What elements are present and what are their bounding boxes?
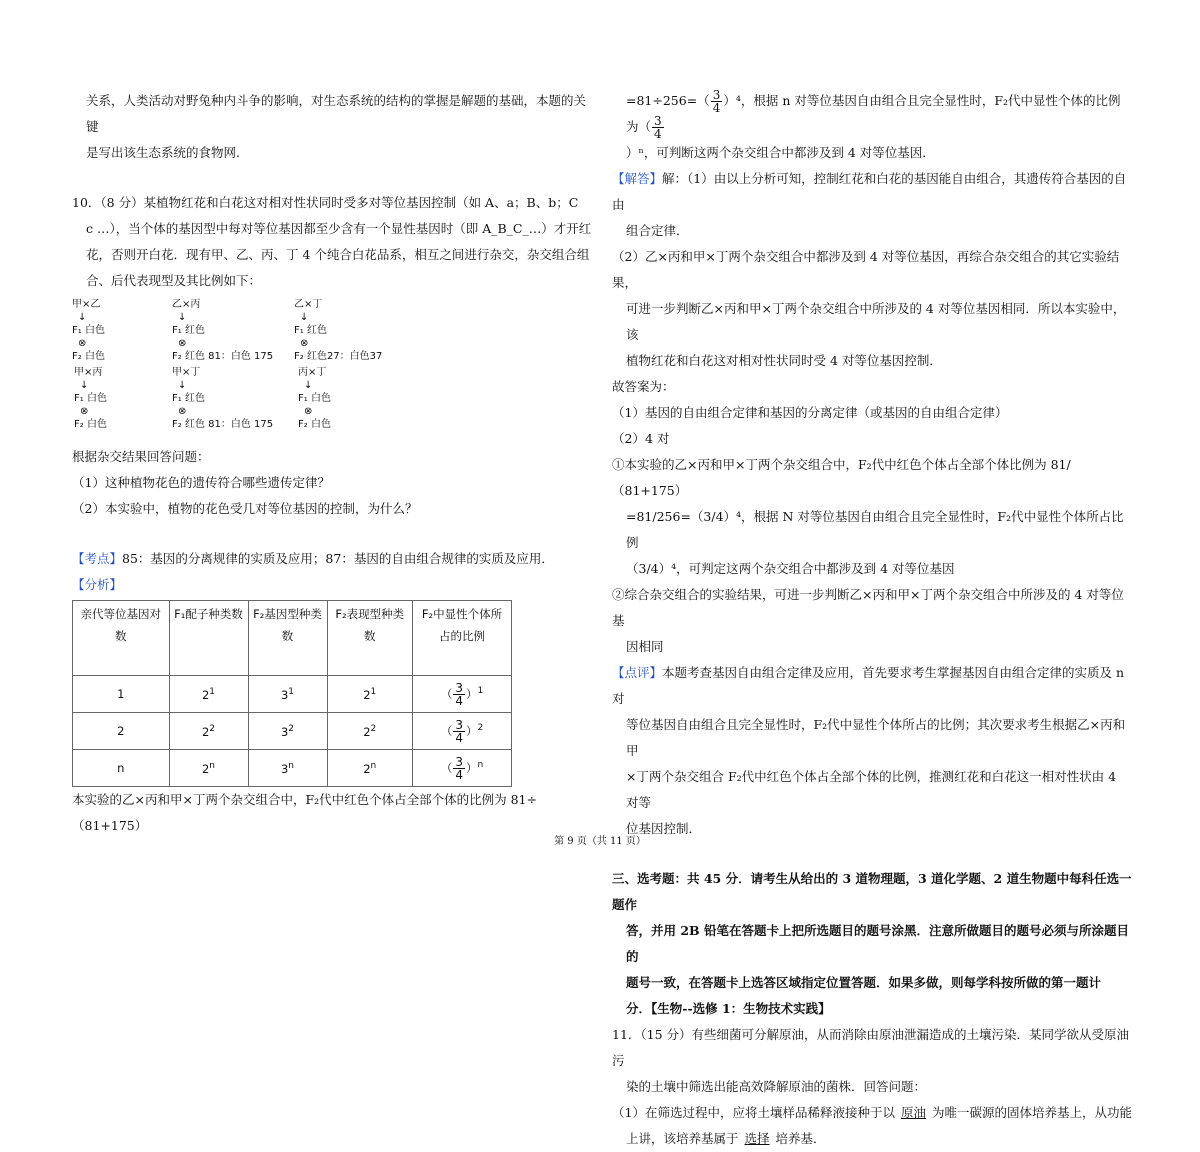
cell-exponent: n [209, 760, 216, 771]
section-heading-line: 题号一致，在答题卡上选答区域指定位置答题．如果多做，则每学科按所做的第一题计 [626, 975, 1102, 990]
table-cell [169, 713, 248, 750]
table-header: F₂中显性个体所占的比例 [413, 601, 512, 676]
self-cross-icon: ⊗ [80, 406, 89, 417]
cross-f1: F₁ 白色 [72, 325, 105, 336]
answer-blank: 选择 [744, 1131, 770, 1146]
text-run: 上讲，该培养基属于 [626, 1131, 739, 1146]
review-section [612, 660, 1132, 712]
cross-f1: F₁ 白色 [298, 393, 331, 404]
paragraph: （3/4）⁴，可判定这两个杂交组合中都涉及到 4 对等位基因 [626, 561, 955, 576]
paragraph: （2）4 对 [612, 431, 670, 446]
cross-f2: F₂ 白色 [298, 419, 331, 430]
section-heading-line: 答，并用 2B 铅笔在答题卡上把所选题目的题号涂黑．注意所做题目的题号必须与所涂题目的 [626, 923, 1129, 964]
paragraph: 是写出该生态系统的食物网. [86, 145, 240, 160]
paragraph: ②综合杂交组合的实验结果，可进一步判断乙×丙和甲×丁两个杂交组合中所涉及的 4 对等位基 [612, 587, 1124, 628]
review-text: 本题考查基因自由组合定律及应用，首先要求考生掌握基因自由组合定律的实质及 n 对 [612, 665, 1125, 706]
analysis-heading [72, 572, 592, 598]
cross-f2: F₂ 红色 81：白色 175 [172, 419, 274, 430]
down-arrow-icon: ↓ [300, 312, 309, 323]
fraction [711, 89, 723, 114]
cell-exponent: 2 [288, 723, 295, 734]
table-cell [169, 676, 248, 713]
paragraph: 等位基因自由组合且完全显性时，F₂代中显性个体所占的比例；其次要求考生根据乙×丙和甲 [626, 717, 1126, 758]
self-cross-icon: ⊗ [300, 338, 309, 349]
fraction [453, 756, 465, 781]
table-cell: 1 [73, 676, 170, 713]
fraction-den: 4 [455, 767, 463, 782]
answer-blank: 原油 [900, 1105, 926, 1120]
text-run: （1）在筛选过程中，应将土壤样品稀释液接种于以 [612, 1105, 895, 1120]
cross-2 [172, 298, 292, 363]
text-run: ）⁴，根据 n 对等位基因自由组合且完全显性时，F₂代中显性个体的比例为（ [626, 93, 1121, 134]
fraction-num: 3 [455, 680, 463, 695]
cell-base: 3 [280, 687, 289, 702]
section-heading-line: 分．【生物--选修 1：生物技术实践】 [626, 1001, 831, 1016]
table-cell: （ $\frac{3}{4}$ ）$^1$ [413, 676, 512, 713]
self-cross-icon: ⊗ [78, 338, 87, 349]
paragraph: 本实验的乙×丙和甲×丁两个杂交组合中，F₂代中红色个体占全部个体的比例为 81÷（81+175） [72, 792, 537, 833]
cross-f1: F₁ 白色 [74, 393, 107, 404]
cross-5 [172, 366, 292, 431]
paragraph: 位基因控制． [626, 821, 702, 836]
cell-exponent: 1 [370, 686, 377, 697]
right-column [612, 88, 1132, 1152]
cross-f2: F₂ 白色 [72, 351, 105, 362]
prompt: 根据杂交结果回答问题： [72, 449, 210, 464]
page-footer: 第 9 页（共 11 页） [554, 836, 646, 847]
cell-exponent: n [288, 760, 295, 771]
fraction-den: 4 [712, 101, 721, 115]
cross-diagram [72, 298, 592, 438]
table-cell [248, 676, 327, 713]
answer-tag: 【解答】 [612, 171, 663, 186]
question-10: 10．（8 分）某植物红花和白花这对相对性状同时受多对等位基因控制（如 A、a；B、b；C [72, 195, 579, 210]
fraction [453, 719, 465, 744]
paragraph: 组合定律． [626, 223, 689, 238]
question-11: 11．（15 分）有些细菌可分解原油，从而消除由原油泄漏造成的土壤污染．某同学欲从受原油污 [612, 1027, 1130, 1068]
table-cell [327, 713, 413, 750]
paragraph: （1）基因的自由组合定律和基因的分离定律（或基因的自由组合定律） [612, 405, 1008, 420]
cross-6 [298, 366, 418, 431]
self-cross-icon: ⊗ [178, 406, 187, 417]
table-cell: 2 [73, 713, 170, 750]
cross-parents: 甲×乙 [72, 299, 101, 310]
cell-base: 3 [280, 761, 289, 776]
question-10-line: 合、后代表现型及其比例如下： [86, 273, 262, 288]
cross-f2: F₂ 白色 [74, 419, 107, 430]
table-row [73, 713, 512, 750]
table-cell: n [73, 750, 170, 787]
fraction [652, 115, 664, 140]
paragraph: 可进一步判断乙×丙和甲×丁两个杂交组合中所涉及的 4 对等位基因相同．所以本实验中，该 [626, 301, 1126, 342]
question-11-line: 染的土壤中筛选出能高效降解原油的菌株．回答问题： [626, 1079, 927, 1094]
cell-base: 2 [363, 761, 371, 776]
fraction-num: 3 [654, 114, 662, 128]
question-11-sub [612, 1100, 1132, 1126]
sub-question-1: （1）这种植物花色的遗传符合哪些遗传定律？ [72, 475, 330, 490]
sub-question-2: （2）本实验中，植物的花色受几对等位基因的控制，为什么？ [72, 501, 418, 516]
analysis-table [72, 600, 512, 787]
cross-parents: 丙×丁 [298, 367, 327, 378]
analysis-tag: 【分析】 [72, 577, 123, 592]
table-row [73, 676, 512, 713]
paragraph: =81/256=（3/4）⁴，根据 N 对等位基因自由组合且完全显性时，F₂代中显性个体所占比例 [626, 509, 1124, 550]
down-arrow-icon: ↓ [304, 380, 313, 391]
table-cell [327, 676, 413, 713]
table-cell: （ $\frac{3}{4}$ ）$^n$ [413, 750, 512, 787]
cross-parents: 乙×丙 [172, 299, 201, 310]
table-row [73, 750, 512, 787]
cross-parents: 甲×丁 [172, 367, 201, 378]
key-points-tag: 【考点】 [72, 551, 123, 566]
cross-f1: F₁ 红色 [294, 325, 327, 336]
cross-f2: F₂ 红色 81：白色 175 [172, 351, 274, 362]
cell-exponent: 1 [477, 685, 484, 696]
text-run: 培养基． [775, 1131, 826, 1146]
cell-base: 2 [201, 724, 210, 739]
paragraph: 关系，人类活动对野兔种内斗争的影响，对生态系统的结构的掌握是解题的基础，本题的关键 [86, 93, 587, 134]
text-run: 为唯一碳源的固体培养基上，从功能 [931, 1105, 1132, 1120]
cell-base: 2 [201, 687, 210, 702]
fraction-den: 4 [455, 730, 463, 745]
cross-parents: 乙×丁 [294, 299, 323, 310]
table-cell [248, 750, 327, 787]
paragraph: ）ⁿ，可判断这两个杂交组合中都涉及到 4 对等位基因． [626, 145, 935, 160]
answer-text: 解：（1）由以上分析可知，控制红花和白花的基因能自由组合，其遗传符合基因的自由 [612, 171, 1127, 212]
cross-f2: F₂ 红色27：白色37 [294, 351, 383, 362]
section-heading: 三、选考题：共 45 分．请考生从给出的 3 道物理题，3 道化学题、2 道生物题中每科任选一题作 [612, 871, 1132, 912]
cell-exponent: n [477, 759, 484, 770]
cell-base: 2 [363, 687, 371, 702]
paragraph: ①本实验的乙×丙和甲×丁两个杂交组合中，F₂代中红色个体占全部个体比例为 81/（81+175） [612, 457, 1071, 498]
table-cell [248, 713, 327, 750]
table-header: F₂基因型种类数 [248, 601, 327, 676]
fraction-den: 4 [654, 127, 662, 141]
fraction-den: 4 [455, 693, 463, 708]
paragraph: 因相同 [626, 639, 664, 654]
cell-exponent: 2 [370, 723, 377, 734]
paragraph [612, 88, 1132, 140]
cell-exponent: 1 [209, 686, 216, 697]
cross-f1: F₁ 红色 [172, 393, 205, 404]
self-cross-icon: ⊗ [304, 406, 313, 417]
paragraph: ×丁两个杂交组合 F₂代中红色个体占全部个体的比例，推测红花和白花这一相对性状由 4 对等 [626, 769, 1117, 810]
review-tag: 【点评】 [612, 665, 663, 680]
fraction-num: 3 [455, 754, 463, 769]
text-run: =81÷256=（ [626, 93, 710, 108]
question-10-line: 花，否则开白花．现有甲、乙、丙、丁 4 个纯合白花品系，相互之间进行杂交，杂交组合组 [86, 247, 590, 262]
paragraph: 植物红花和白花这对相对性状同时受 4 对等位基因控制． [626, 353, 942, 368]
down-arrow-icon: ↓ [178, 380, 187, 391]
fraction-num: 3 [712, 88, 721, 102]
answer-section [612, 166, 1132, 218]
table-cell [169, 750, 248, 787]
down-arrow-icon: ↓ [178, 312, 187, 323]
down-arrow-icon: ↓ [78, 312, 87, 323]
fraction-num: 3 [455, 717, 463, 732]
table-header: 亲代等位基因对数 [73, 601, 170, 676]
table-cell [327, 750, 413, 787]
self-cross-icon: ⊗ [178, 338, 187, 349]
cell-exponent: 1 [288, 686, 295, 697]
cross-f1: F₁ 红色 [172, 325, 205, 336]
cell-base: 2 [363, 724, 371, 739]
cell-exponent: 2 [209, 723, 216, 734]
left-column [72, 88, 592, 839]
cell-base: 2 [201, 761, 210, 776]
table-header: F₂表现型种类数 [327, 601, 413, 676]
cell-base: 3 [280, 724, 289, 739]
table-cell: （ $\frac{3}{4}$ ）$^2$ [413, 713, 512, 750]
question-10-line: c …），当个体的基因型中每对等位基因都至少含有一个显性基因时（即 A_B_C_…）才开红 [86, 221, 592, 236]
paragraph: （2）乙×丙和甲×丁两个杂交组合中都涉及到 4 对等位基因，再综合杂交组合的其它实验结果， [612, 249, 1120, 290]
fraction [453, 682, 465, 707]
cross-parents: 甲×丙 [74, 367, 103, 378]
table-header-row [73, 601, 512, 676]
down-arrow-icon: ↓ [80, 380, 89, 391]
key-points-text: 85：基因的分离规律的实质及应用；87：基因的自由组合规律的实质及应用． [122, 551, 554, 566]
cell-exponent: n [370, 760, 377, 771]
key-points [72, 546, 592, 572]
paragraph: 故答案为： [612, 379, 675, 394]
table-header: F₁配子种类数 [169, 601, 248, 676]
cross-3 [294, 298, 414, 363]
question-11-sub [612, 1126, 1132, 1152]
cell-exponent: 2 [477, 722, 484, 733]
